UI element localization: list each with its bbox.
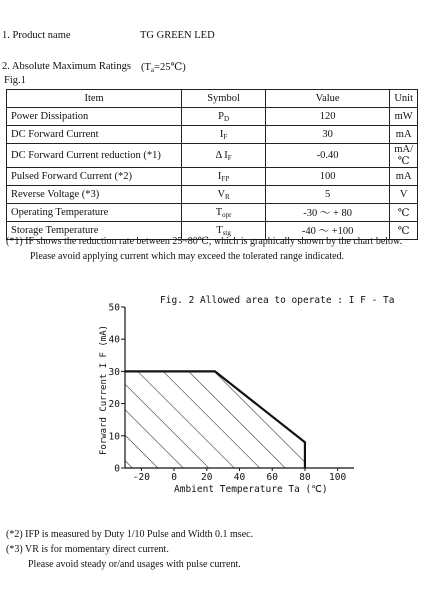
y-tick-label: 40	[108, 334, 120, 346]
cell-symbol: $T_{opr}$	[182, 204, 266, 222]
cell-unit: mA	[390, 168, 418, 186]
table-row	[7, 186, 418, 204]
cell-item: Storage Temperature	[7, 222, 182, 240]
table-row	[7, 204, 418, 222]
note-3-continued: Please avoid steady or/and usages with pulse current.	[28, 559, 241, 570]
table-row	[7, 126, 418, 144]
y-tick-label: 10	[108, 431, 120, 443]
cell-unit: ℃	[390, 204, 418, 222]
cell-item: DC Forward Current	[7, 126, 182, 144]
cell-unit: V	[390, 186, 418, 204]
note-1-continued: Please avoid applying current which may exceed the tolerated range indicated.	[30, 251, 345, 262]
chart-title: Fig. 2 Allowed area to operate : I F - Ta	[160, 295, 395, 306]
x-tick-label: -20	[132, 472, 150, 483]
header-item: Item	[7, 90, 182, 108]
cell-value: -30 ～ + 80	[265, 204, 389, 222]
cell-value: 100	[265, 168, 389, 186]
cell-item: DC Forward Current reduction (*1)	[7, 144, 182, 168]
cell-symbol: Δ $I_F$	[182, 144, 266, 168]
cell-unit: mW	[390, 108, 418, 126]
ratings-heading: 2. Absolute Maximum Ratings	[2, 61, 131, 72]
x-tick-label: 100	[329, 472, 347, 483]
header-unit: Unit	[390, 90, 418, 108]
cell-item: Operating Temperature	[7, 204, 182, 222]
y-tick-label: 30	[108, 366, 120, 378]
y-tick-label: 50	[108, 302, 120, 314]
cell-item: Pulsed Forward Current (*2)	[7, 168, 182, 186]
product-name-value: TG GREEN LED	[140, 30, 215, 41]
cell-unit: mA/℃	[390, 144, 418, 168]
y-tick-label: 0	[114, 463, 120, 475]
cell-symbol: $I_{FP}$	[182, 168, 266, 186]
note-3: (*3) VR is for momentary direct current.	[6, 544, 169, 555]
table-header-row	[7, 90, 418, 108]
cell-value: 120	[265, 108, 389, 126]
table-row	[7, 108, 418, 126]
note-2: (*2) IFP is measured by Duty 1/10 Pulse and Width 0.1 msec.	[6, 529, 254, 540]
header-value: Value	[265, 90, 389, 108]
cell-item: Power Dissipation	[7, 108, 182, 126]
ratings-condition: $(T_a=25℃)$	[141, 62, 186, 74]
cell-value: -40 ～ +100	[265, 222, 389, 240]
chart-ylabel: Forward Current I F (mA)	[99, 324, 109, 455]
table-row	[7, 168, 418, 186]
product-name-label: 1. Product name	[2, 30, 71, 41]
table-row	[7, 144, 418, 168]
cell-item: Reverse Voltage (*3)	[7, 186, 182, 204]
cell-value: 5	[265, 186, 389, 204]
x-tick-label: 60	[266, 472, 278, 483]
header-symbol: Symbol	[182, 90, 266, 108]
x-tick-label: 80	[299, 472, 311, 483]
x-tick-label: 20	[201, 472, 213, 483]
y-tick-label: 20	[108, 399, 120, 411]
cell-unit: mA	[390, 126, 418, 144]
cell-symbol: $I_F$	[182, 126, 266, 144]
x-tick-label: 0	[171, 472, 177, 483]
cell-symbol: $P_D$	[182, 108, 266, 126]
chart-xlabel: Ambient Temperature Ta (℃)	[174, 484, 328, 495]
cell-symbol: $V_R$	[182, 186, 266, 204]
cell-value: 30	[265, 126, 389, 144]
cell-symbol: $T_{stg}$	[182, 222, 266, 240]
cell-unit: ℃	[390, 222, 418, 240]
fig1-label: Fig.1	[4, 75, 26, 86]
x-tick-label: 40	[233, 472, 246, 483]
cell-value: -0.40	[265, 144, 389, 168]
ratings-table	[6, 89, 418, 240]
allowed-area-chart	[0, 285, 424, 510]
note-1: (*1) IF shows the reduction rate between 25~80℃, which is graphically shown by the chart below.	[6, 236, 403, 247]
